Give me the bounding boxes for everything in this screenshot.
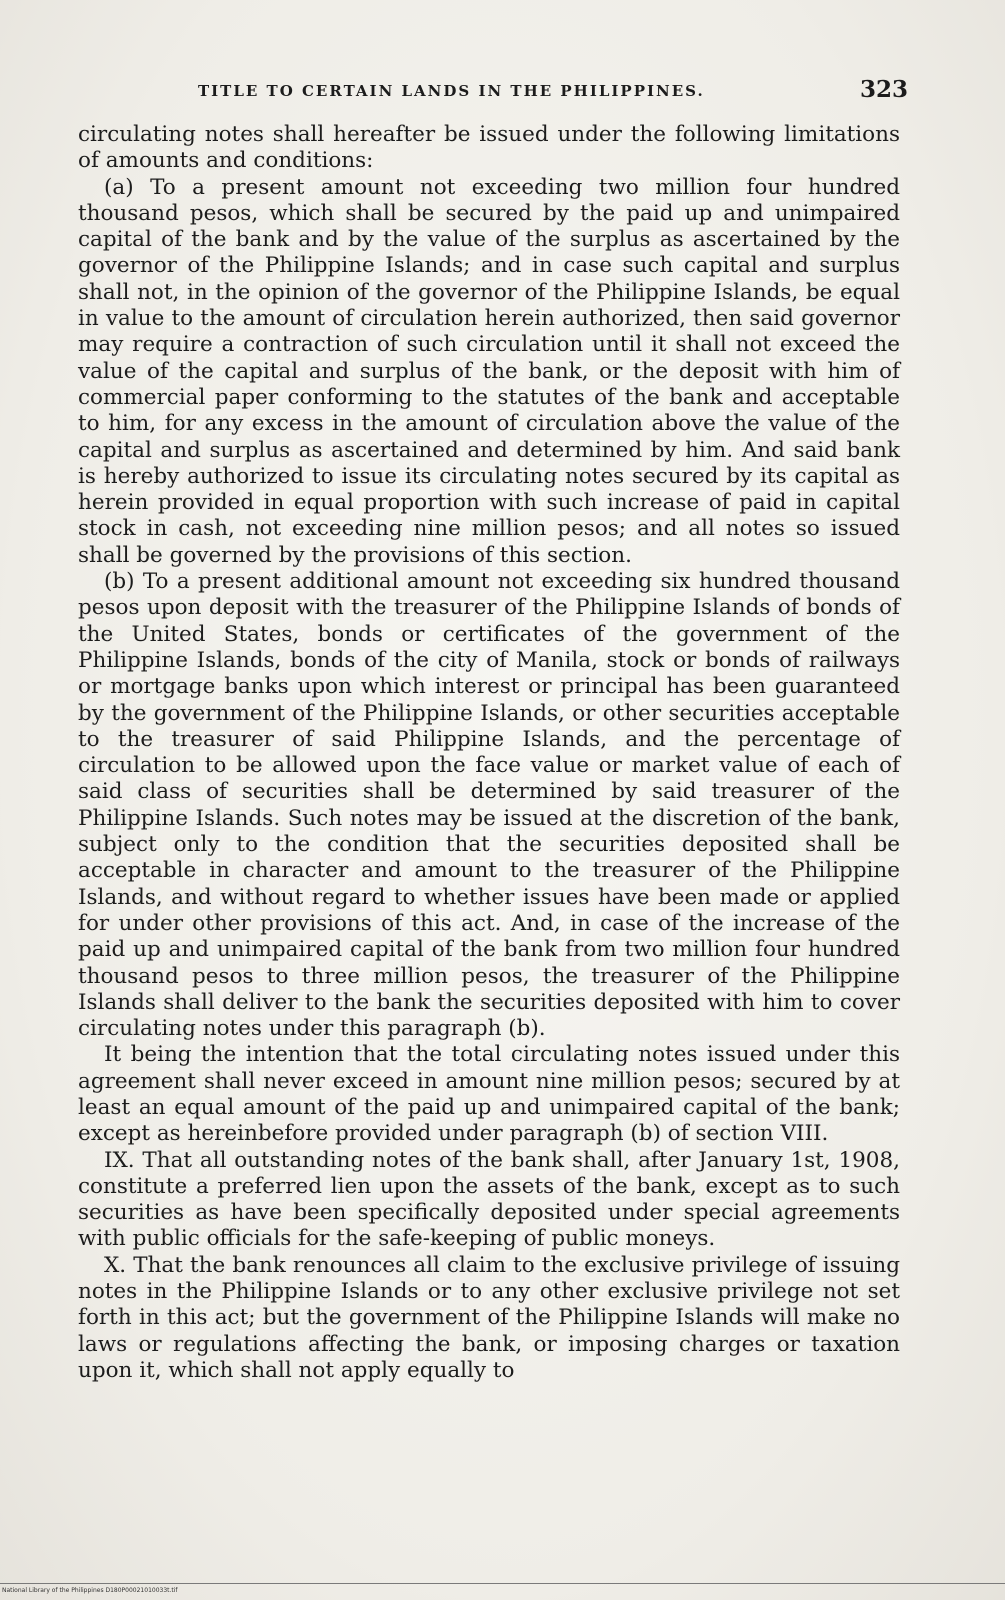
- paragraph-section-ix: IX. That all outstanding notes of the bank shall, after January 1st, 1908, constitute a preferred lien upon the assets of the bank, except as to such securities as have been specifically deposited under special agreements with public officials for the safe-keeping of public moneys.: [78, 1147, 900, 1252]
- scan-credit: National Library of the Philippines D180P00021010033t.tif: [2, 1587, 178, 1594]
- running-head: TITLE TO CERTAIN LANDS IN THE PHILIPPINES.: [198, 82, 705, 100]
- paragraph-clause-b: (b) To a present additional amount not exceeding six hundred thousand pesos upon deposit with the treasurer of the Philippine Islands of bonds of the United States, bonds or certificates of the government of the Philippine Islands, bonds of the city of Manila, stock or bonds of railways or mortgage banks upon which interest or principal has been guaranteed by the government of the Philippine Islands, or other securities acceptable to the treasurer of said Philippine Islands, and the percentage of circulation to be allowed upon the face value or market value of each of said class of securities shall be determined by said treasurer of the Philippine Islands. Such notes may be issued at the discretion of the bank, subject only to the condition that the securities deposited shall be acceptable in character and amount to the treasurer of the Philippine Islands, and without regard to whether issues have been made or applied for under other provisions of this act. And, in case of the increase of the paid up and unimpaired capital of the bank from two million four hundred thousand pesos to three million pesos, the treasurer of the Philippine Islands shall deliver to the bank the securities deposited with him to cover circulating notes under this paragraph (b).: [78, 569, 900, 1042]
- paragraph-clause-a: (a) To a present amount not exceeding two million four hundred thousand pesos, which shall be secured by the paid up and unimpaired capital of the bank and by the value of the surplus as ascertained by the governor of the Philippine Islands; and in case such capital and surplus shall not, in the opinion of the governor of the Philippine Islands, be equal in value to the amount of circulation herein authorized, then said governor may require a contraction of such circulation until it shall not exceed the value of the capital and surplus of the bank, or the deposit with him of commercial paper conforming to the statutes of the bank and acceptable to him, for any excess in the amount of circulation above the value of the capital and surplus as ascertained and determined by him. And said bank is hereby authorized to issue its circulating notes secured by its capital as herein provided in equal proportion with such increase of paid in capital stock in cash, not exceeding nine million pesos; and all notes so issued shall be governed by the provisions of this section.: [78, 174, 900, 568]
- body-text: [78, 122, 900, 1384]
- paragraph-section-x: X. That the bank renounces all claim to the exclusive privilege of issuing notes in the Philippine Islands or to any other exclusive privilege not set forth in this act; but the government of the Philippine Islands will make no laws or regulations affecting the bank, or imposing charges or taxation upon it, which shall not apply equally to: [78, 1252, 900, 1383]
- footer-divider: [0, 1583, 1005, 1584]
- paragraph-intention: It being the intention that the total circulating notes issued under this agreement shall never exceed in amount nine million pesos; secured by at least an equal amount of the paid up and unimpaired capital of the bank; except as hereinbefore provided under paragraph (b) of section VIII.: [78, 1042, 900, 1147]
- page-number: 323: [859, 76, 908, 103]
- paragraph-continuation: circulating notes shall hereafter be issued under the following limitations of amounts and conditions:: [78, 122, 900, 174]
- page-header: [78, 72, 908, 112]
